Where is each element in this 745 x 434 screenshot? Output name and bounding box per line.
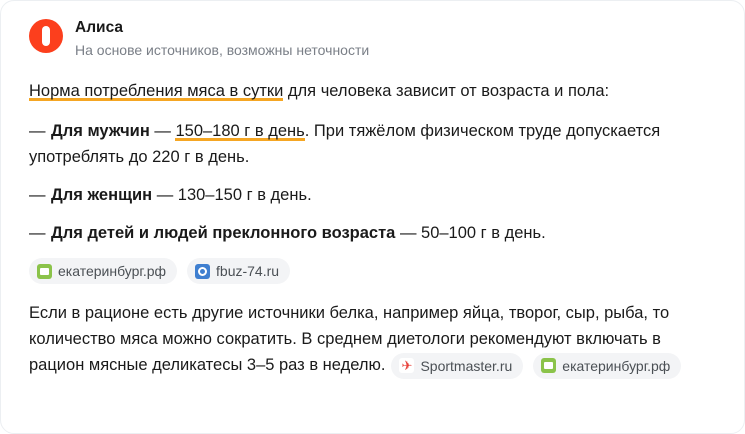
list-item-value-highlight: 150–180 г в день [175,122,305,140]
source-chip-label: Sportmaster.ru [420,357,513,374]
list-item-label: Для детей и людей преклонного возраста [51,224,396,242]
source-chip[interactable] [391,353,523,379]
list-item [29,220,716,246]
source-chip-label: fbuz-74.ru [216,263,280,279]
list-item-tail: . При тяжёлом физическом труде допускается употреблять до 220 г в день. [29,122,661,166]
list-item-label: Для женщин [51,186,153,204]
intro-highlight: Норма потребления мяса в сутки [29,82,284,100]
source-chip[interactable] [29,258,177,284]
closing-text: Если в рационе есть другие источники белка, например яйца, творог, сыр, рыба, то количество мяса можно сократить. В среднем диетологи рекомендуют включать в рацион мясные деликатесы 3–5 раз в неделю. [29,304,670,374]
list-item-separator: — [152,186,178,204]
list-item-label: Для мужчин [51,122,150,140]
answer-body [29,78,716,379]
favicon-green-icon [37,264,52,279]
answer-header [29,17,716,60]
assistant-disclaimer: На основе источников, возможны неточности [75,42,370,58]
alice-logo-icon [29,19,63,53]
source-chip-label: екатеринбург.рф [58,263,167,279]
norm-list [29,118,716,246]
list-item-value: 130–150 г в день. [177,186,312,204]
list-dash: — [29,224,46,242]
source-chip-label: екатеринбург.рф [562,357,671,374]
favicon-plane-icon: ✈ [399,358,414,373]
favicon-blue-icon [195,264,210,279]
list-item-value: 50–100 г в день. [421,224,546,242]
source-chip[interactable] [533,353,681,379]
list-dash: — [29,186,46,204]
header-texts [75,17,369,60]
list-item-separator: — [395,224,422,242]
intro-rest: для человека зависит от возраста и пола: [283,82,610,100]
list-dash: — [29,122,46,140]
source-chips-primary [29,258,716,284]
list-item-separator: — [149,122,176,140]
source-chip[interactable] [187,258,290,284]
source-chips-secondary [391,353,681,379]
assistant-name: Алиса [75,19,123,36]
intro-paragraph [29,78,716,104]
list-item [29,182,716,208]
closing-paragraph [29,300,716,379]
list-item [29,118,716,170]
favicon-green-icon [541,358,556,373]
